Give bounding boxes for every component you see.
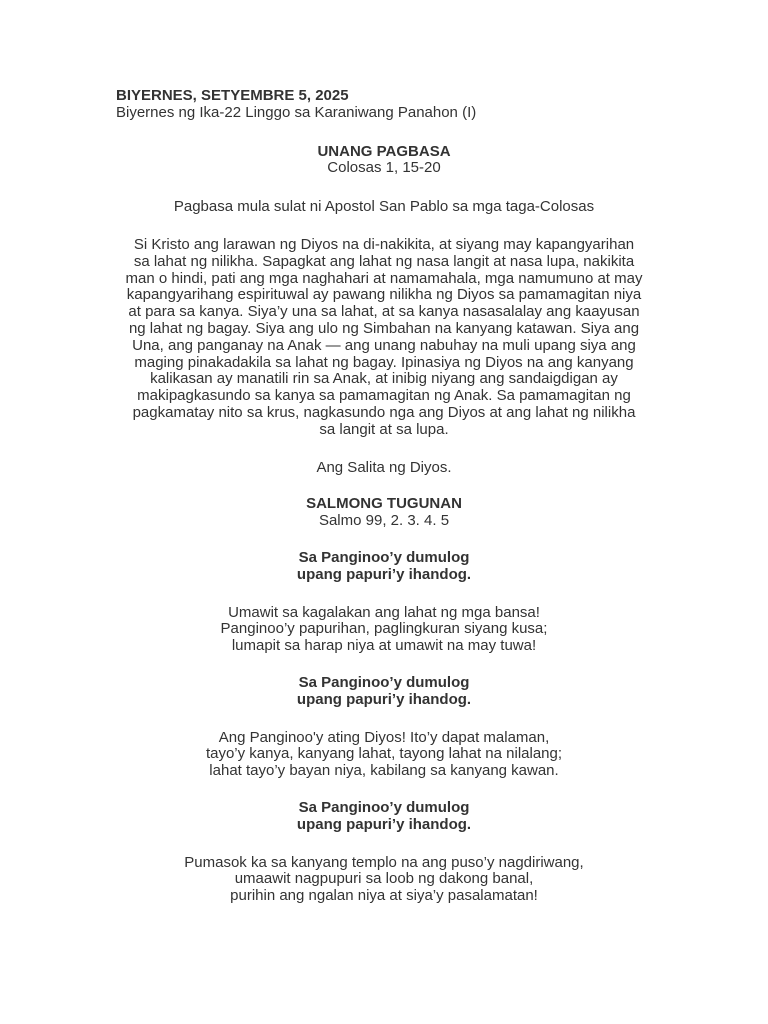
refrain-line: upang papuri’y ihandog.	[296, 565, 472, 583]
reading-line: man o hindi, pati ang mga naghahari at namamahala, mga namumuno at may	[125, 269, 643, 287]
first-reading-closing: Ang Salita ng Diyos.	[316, 458, 452, 476]
refrain-line: Sa Panginoo’y dumulog	[298, 548, 470, 566]
psalm-stanza	[116, 605, 652, 655]
psalm-stanza	[116, 855, 652, 905]
document-content	[116, 88, 652, 905]
reading-line: maging pinakadakila sa lahat ng bagay. Ipinasiya ng Diyos na ang kanyang	[134, 353, 634, 371]
reading-line: kapangyarihang espirituwal ay pawang nilikha ng Diyos sa pamamagitan niya	[126, 286, 642, 304]
stanza-line: Pumasok ka sa kanyang templo na ang puso’y nagdiriwang,	[184, 853, 584, 871]
reading-line: Si Kristo ang larawan ng Diyos na di-nakikita, at siyang may kapangyarihan	[133, 235, 635, 253]
reading-line: pagkamatay nito sa krus, nagkasundo nga ang Diyos at ang lahat ng nilikha	[132, 403, 636, 421]
reading-line: sa langit at sa lupa.	[319, 420, 449, 438]
refrain-line: upang papuri’y ihandog.	[296, 690, 472, 708]
psalm-reference: Salmo 99, 2. 3. 4. 5	[318, 512, 450, 530]
psalm-stanza	[116, 730, 652, 780]
reading-line: sa lahat ng nilikha. Sapagkat ang lahat ng nasa langit at nasa lupa, nakikita	[133, 252, 635, 270]
psalm-title: SALMONG TUGUNAN	[306, 495, 462, 513]
refrain-line: upang papuri’y ihandog.	[296, 815, 472, 833]
refrain-line: Sa Panginoo’y dumulog	[298, 673, 470, 691]
stanza-line: lahat tayo’y bayan niya, kabilang sa kanyang kawan.	[209, 762, 559, 780]
reading-line: ng lahat ng bagay. Siya ang ulo ng Simbahan na kanyang katawan. Siya ang	[128, 319, 640, 337]
stanza-line: Umawit sa kagalakan ang lahat ng mga bansa!	[228, 603, 540, 621]
first-reading-text	[116, 237, 652, 439]
stanza-line: Panginoo’y papurihan, paglingkuran siyang kusa;	[220, 620, 548, 638]
reading-line: makipagkasundo sa kanya sa pamamagitan ng Anak. Sa pamamagitan ng	[137, 387, 631, 405]
reading-line: at para sa kanya. Siya’y una sa lahat, at sa kanya nasasalalay ang kaayusan	[128, 303, 640, 321]
first-reading-title: UNANG PAGBASA	[317, 142, 451, 160]
psalm-refrain	[116, 550, 652, 584]
reading-line: Una, ang panganay na Anak — ang unang nabuhay na muli upang siya ang	[132, 336, 636, 354]
stanza-line: purihin ang ngalan niya at siya’y pasalamatan!	[230, 887, 538, 905]
reading-line: kalikasan ay manatili rin sa Anak, at inibig niyang ang sandaigdigan ay	[150, 370, 618, 388]
liturgical-day: Biyernes ng Ika-22 Linggo sa Karaniwang Panahon (I)	[116, 103, 477, 121]
stanza-line: umaawit nagpupuri sa loob ng dakong banal,	[234, 870, 534, 888]
stanza-line: Ang Panginoo'y ating Diyos! Ito’y dapat malaman,	[218, 728, 550, 746]
liturgy-date: BIYERNES, SETYEMBRE 5, 2025	[116, 87, 349, 104]
psalm-refrain	[116, 800, 652, 834]
refrain-line: Sa Panginoo’y dumulog	[298, 798, 470, 816]
stanza-line: tayo’y kanya, kanyang lahat, tayong lahat na nilalang;	[205, 745, 563, 763]
psalm-refrain	[116, 675, 652, 709]
first-reading-intro: Pagbasa mula sulat ni Apostol San Pablo sa mga taga-Colosas	[173, 198, 595, 216]
stanza-line: lumapit sa harap niya at umawit na may tuwa!	[231, 637, 537, 655]
first-reading-reference: Colosas 1, 15-20	[327, 159, 441, 177]
